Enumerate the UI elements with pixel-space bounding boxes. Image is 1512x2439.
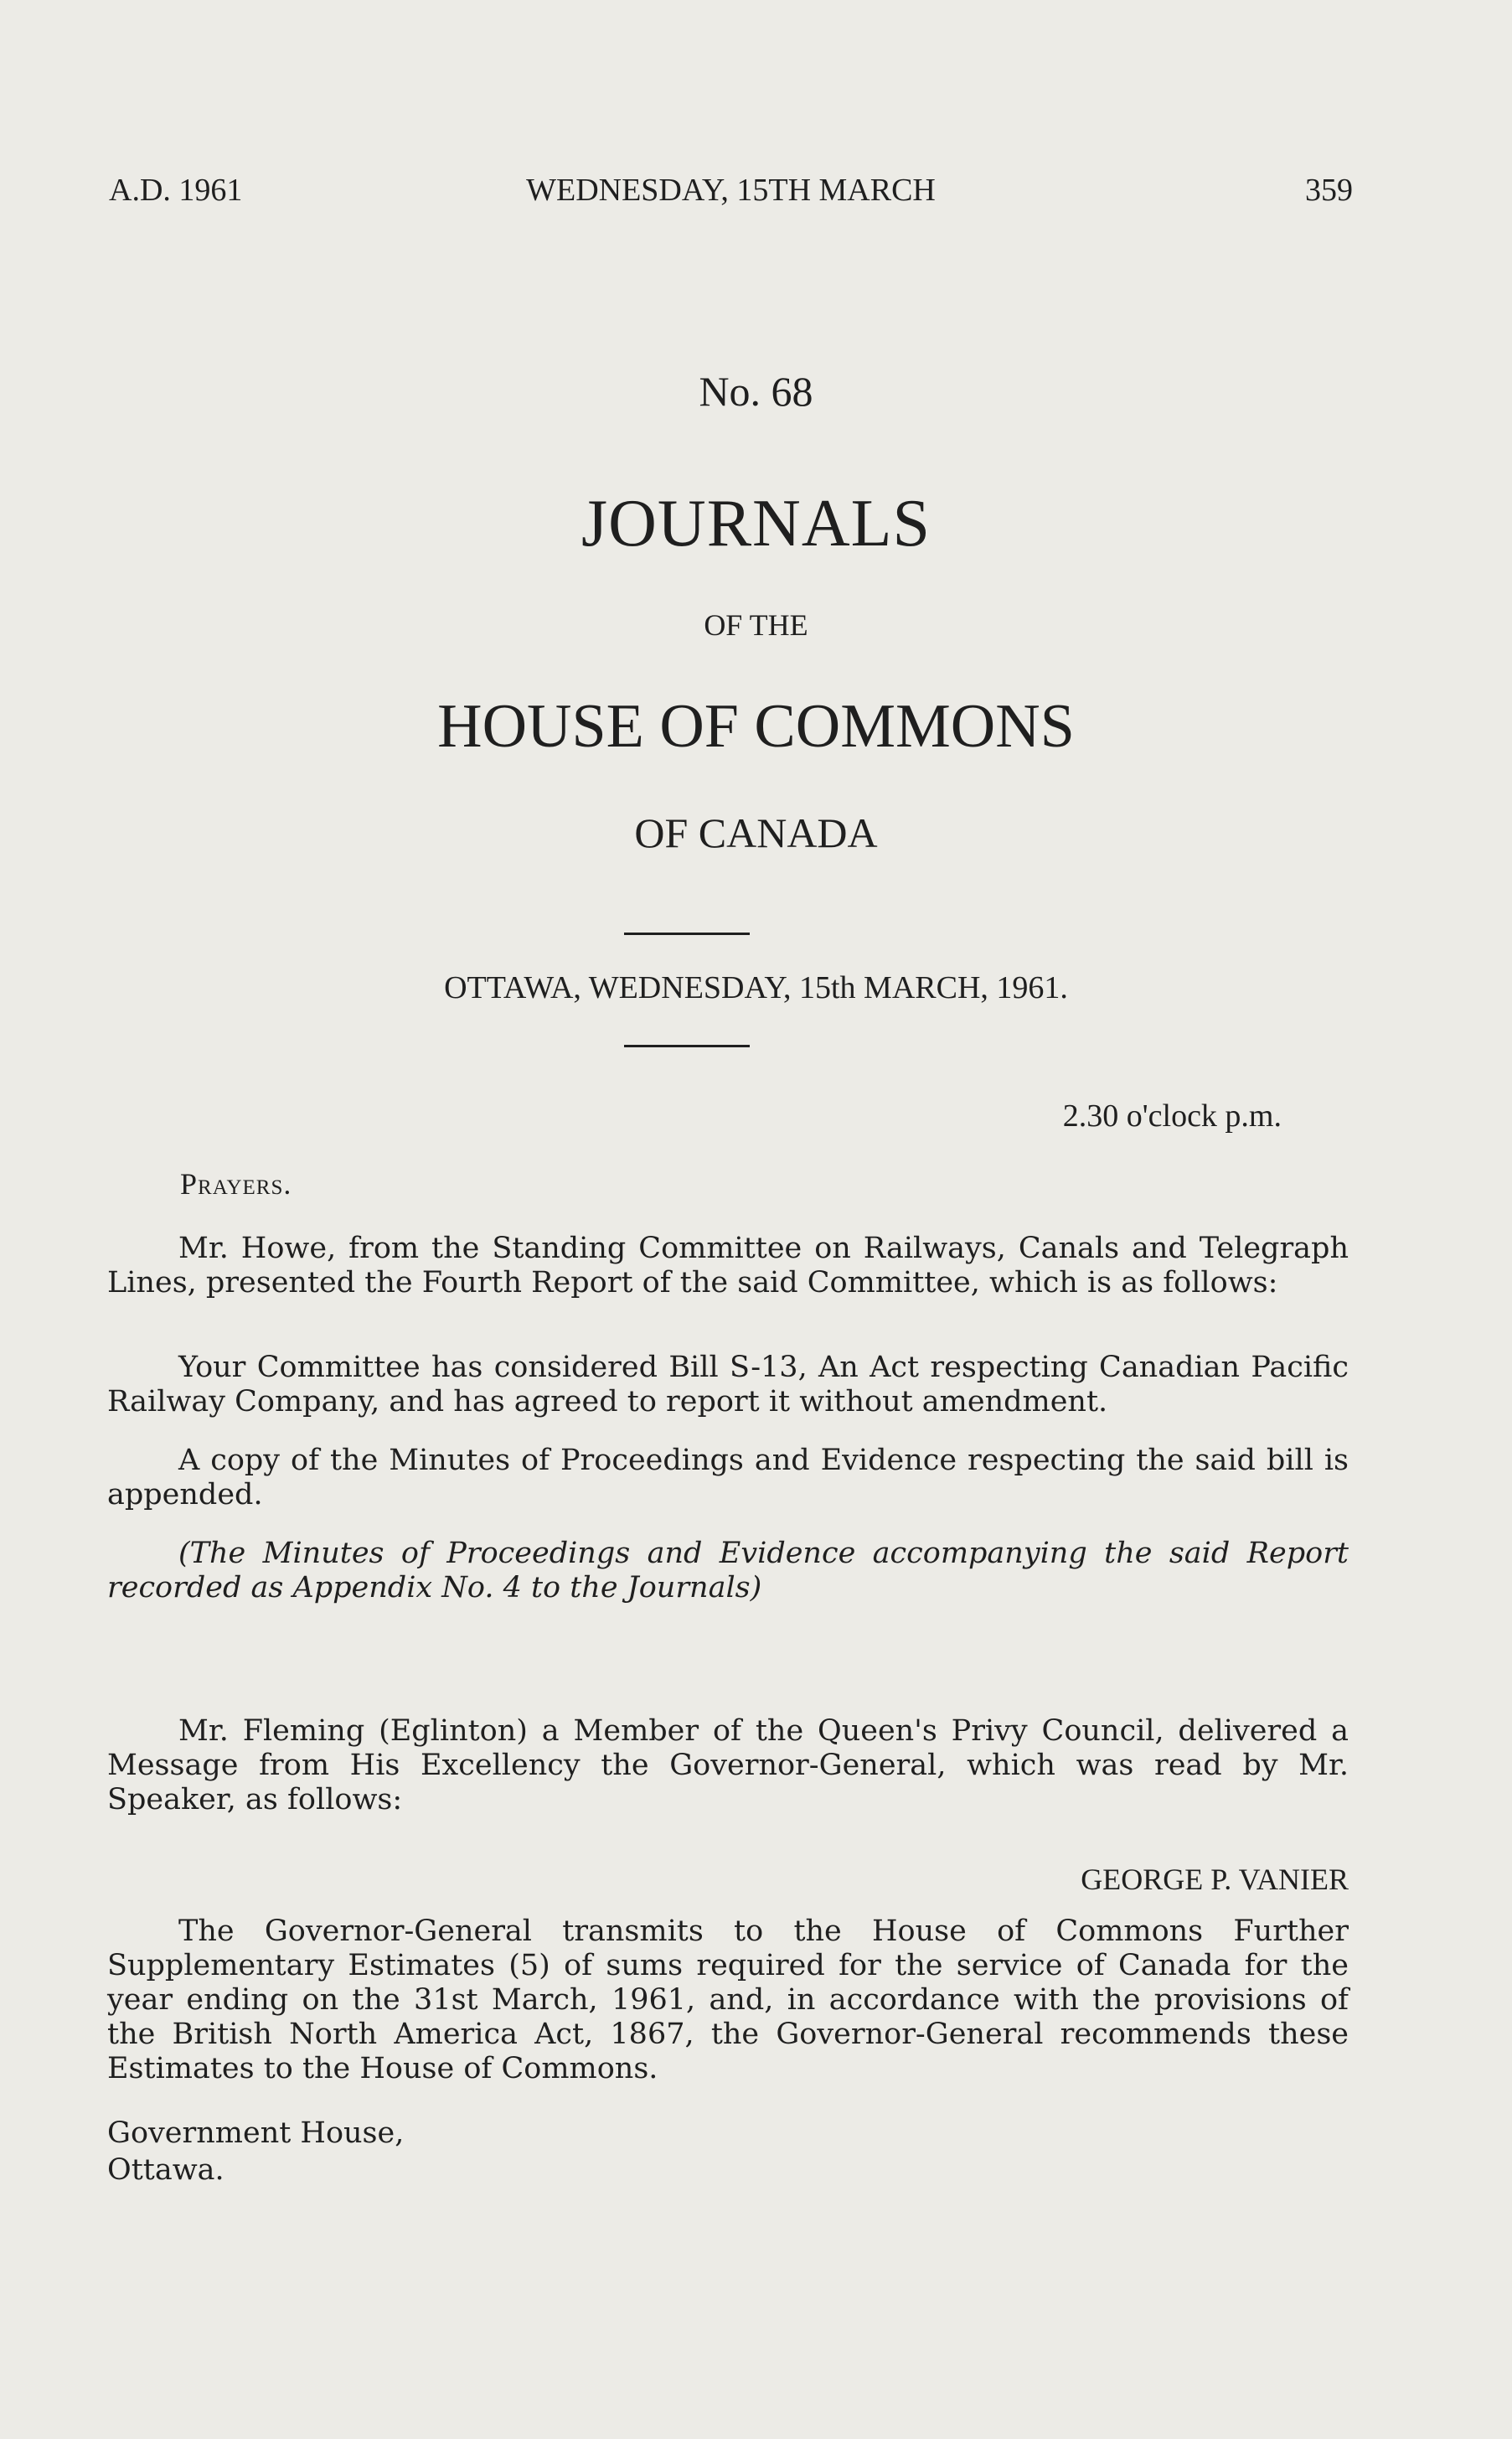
title-of-canada: OF CANADA — [634, 809, 878, 856]
paragraph-committee-report: Your Committee has considered Bill S-13, An Act respecting Canadian Pacific Railway Company, and has agreed to report it without amendment. — [107, 1351, 1349, 1418]
prayers-heading: Prayers. — [180, 1167, 292, 1201]
page-number: 359 — [1305, 173, 1353, 208]
paragraph-minutes-copy: A copy of the Minutes of Proceedings and Evidence respecting the said bill is appended. — [107, 1444, 1349, 1511]
divider-bottom — [624, 1045, 750, 1047]
title-house: HOUSE OF COMMONS — [437, 692, 1075, 761]
signature-vanier: GEORGE P. VANIER — [1081, 1863, 1349, 1896]
journal-title: JOURNALS — [581, 487, 931, 561]
paragraph-appendix-note: (The Minutes of Proceedings and Evidence accompanying the said Report recorded as Appendix No. 4 to the Journals) — [107, 1537, 1349, 1604]
journal-number: No. 68 — [699, 368, 813, 415]
paragraph-estimates: The Governor-General transmits to the House of Commons Further Supplementary Estimates (5) of sums required for the service of Canada for the year ending on the 31st March, 1961, and, in accordance with the provisions of the British North America Act, 1867, the Governor-General recommends these Estimates to the House of Commons. — [107, 1915, 1349, 2085]
divider-top — [624, 933, 750, 935]
closing-line-1: Government House, — [107, 2116, 405, 2150]
title-of-the: OF THE — [704, 608, 808, 642]
paragraph-fleming-message: Mr. Fleming (Eglinton) a Member of the Queen's Privy Council, delivered a Message from His Excellency the Governor-General, which was read by Mr. Speaker, as follows: — [107, 1714, 1349, 1816]
closing-address — [107, 2115, 404, 2188]
running-header — [109, 172, 1353, 214]
sitting-time: 2.30 o'clock p.m. — [1062, 1098, 1282, 1134]
header-year: A.D. 1961 — [109, 173, 243, 208]
closing-line-2: Ottawa. — [107, 2153, 224, 2187]
paragraph-howe-report: Mr. Howe, from the Standing Committee on Railways, Canals and Telegraph Lines, presented the Fourth Report of the said Committee, which is as follows: — [107, 1232, 1349, 1300]
dateline: OTTAWA, WEDNESDAY, 15th MARCH, 1961. — [444, 970, 1068, 1005]
header-date: WEDNESDAY, 15TH MARCH — [526, 173, 936, 208]
